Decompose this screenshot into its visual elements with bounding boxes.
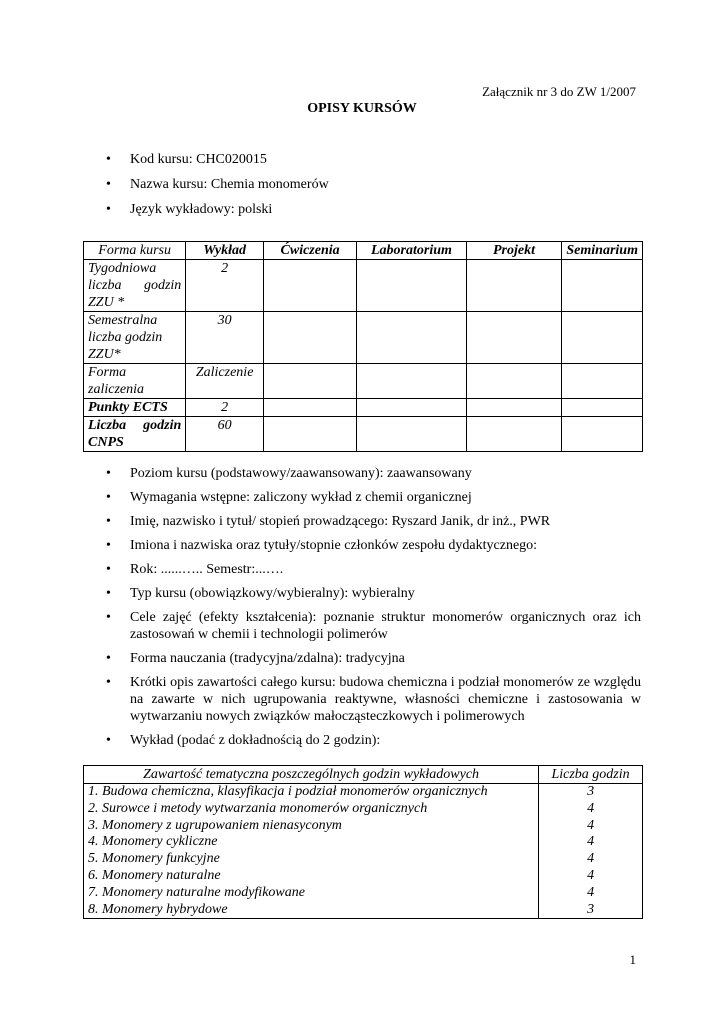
table-cell [562, 312, 643, 364]
topic-cell: 8. Monomery hybrydowe [84, 902, 539, 919]
row-label: Liczba godzin CNPS [84, 417, 186, 452]
course-info-list [106, 151, 641, 226]
page-title: OPISY KURSÓW [307, 101, 417, 116]
prerequisites: • Wymagania wstępne: zaliczony wykład z chemii organicznej [106, 489, 641, 506]
table-header-row [84, 242, 643, 260]
topic-cell: 4. Monomery cykliczne [84, 834, 539, 851]
table-header: Ćwiczenia [263, 242, 356, 260]
topic-cell: 1. Budowa chemiczna, klasyfikacja i podział monomerów organicznych [84, 784, 539, 801]
table-cell [562, 364, 643, 399]
hours-cell: 3 [539, 902, 643, 919]
table-header: Zawartość tematyczna poszczególnych godzin wykładowych [84, 766, 539, 784]
table-row [84, 312, 643, 364]
table-row [84, 801, 643, 818]
table-row [84, 784, 643, 801]
topic-cell: 3. Monomery z ugrupowaniem nienasyconym [84, 818, 539, 835]
table-cell [263, 260, 356, 312]
row-label: Punkty ECTS [84, 399, 186, 417]
table-header: Wykład [186, 242, 264, 260]
instructor: • Imię, nazwisko i tytuł/ stopień prowadzącego: Ryszard Janik, dr inż., PWR [106, 513, 641, 530]
table-row [84, 834, 643, 851]
table-cell [562, 399, 643, 417]
table-cell [357, 260, 466, 312]
table-row [84, 260, 643, 312]
course-description: • Krótki opis zawartości całego kursu: budowa chemiczna i podział monomerów ze względu na zawarte w nich ugrupowania reaktywne, własności chemiczne i zastosowania w wytwarzaniu nowych związków małocząsteczkowych i polimerowych [106, 674, 641, 725]
table-header: Liczba godzin [539, 766, 643, 784]
course-type: • Typ kursu (obowiązkowy/wybieralny): wybieralny [106, 585, 641, 602]
table-row [84, 818, 643, 835]
topic-cell: 7. Monomery naturalne modyfikowane [84, 885, 539, 902]
table-row [84, 885, 643, 902]
teaching-form: • Forma nauczania (tradycyjna/zdalna): tradycyjna [106, 650, 641, 667]
course-language: • Język wykładowy: polski [106, 201, 641, 218]
table-cell [263, 417, 356, 452]
table-header: Laboratorium [357, 242, 466, 260]
annex-reference: Załącznik nr 3 do ZW 1/2007 [482, 84, 636, 99]
table-row [84, 399, 643, 417]
hours-cell: 4 [539, 818, 643, 835]
row-label: Forma zaliczenia [84, 364, 186, 399]
row-label: Tygodniowa liczba godzin ZZU * [84, 260, 186, 312]
course-name: • Nazwa kursu: Chemia monomerów [106, 176, 641, 193]
course-code: • Kod kursu: CHC020015 [106, 151, 641, 168]
table-cell [466, 417, 562, 452]
table-header: Projekt [466, 242, 562, 260]
table-header: Forma kursu [84, 242, 186, 260]
table-row [84, 364, 643, 399]
hours-cell: 4 [539, 801, 643, 818]
teaching-team: • Imiona i nazwiska oraz tytuły/stopnie członków zespołu dydaktycznego: [106, 537, 641, 554]
table-cell: 60 [186, 417, 264, 452]
course-details-list [106, 465, 641, 756]
page-number: 1 [629, 952, 636, 967]
course-level: • Poziom kursu (podstawowy/zaawansowany): zaawansowany [106, 465, 641, 482]
table-cell [466, 364, 562, 399]
topic-cell: 5. Monomery funkcyjne [84, 851, 539, 868]
topic-cell: 6. Monomery naturalne [84, 868, 539, 885]
table-cell [466, 260, 562, 312]
table-cell: Zaliczenie [186, 364, 264, 399]
table-cell [263, 364, 356, 399]
hours-cell: 4 [539, 868, 643, 885]
hours-cell: 3 [539, 784, 643, 801]
table-row [84, 868, 643, 885]
hours-cell: 4 [539, 851, 643, 868]
hours-cell: 4 [539, 834, 643, 851]
table-cell: 2 [186, 260, 264, 312]
table-cell [263, 312, 356, 364]
table-row [84, 417, 643, 452]
course-form-table [83, 241, 643, 452]
table-header: Seminarium [562, 242, 643, 260]
table-cell [466, 399, 562, 417]
table-cell [357, 312, 466, 364]
year-semester: • Rok: ......….. Semestr:...…. [106, 561, 641, 578]
table-cell [466, 312, 562, 364]
table-cell [357, 417, 466, 452]
table-cell [263, 399, 356, 417]
table-row [84, 851, 643, 868]
table-cell [357, 399, 466, 417]
table-cell: 30 [186, 312, 264, 364]
table-cell [562, 260, 643, 312]
row-label: Semestralna liczba godzin ZZU* [84, 312, 186, 364]
table-cell [357, 364, 466, 399]
topic-cell: 2. Surowce i metody wytwarzania monomerów organicznych [84, 801, 539, 818]
lecture-intro: • Wykład (podać z dokładnością do 2 godzin): [106, 732, 641, 749]
lecture-topics-table [83, 765, 643, 919]
table-header-row [84, 766, 643, 784]
hours-cell: 4 [539, 885, 643, 902]
table-cell: 2 [186, 399, 264, 417]
table-row [84, 902, 643, 919]
table-cell [562, 417, 643, 452]
course-goals: • Cele zajęć (efekty kształcenia): poznanie struktur monomerów organicznych oraz ich zastosowań w chemii i technologii polimerów [106, 609, 641, 643]
